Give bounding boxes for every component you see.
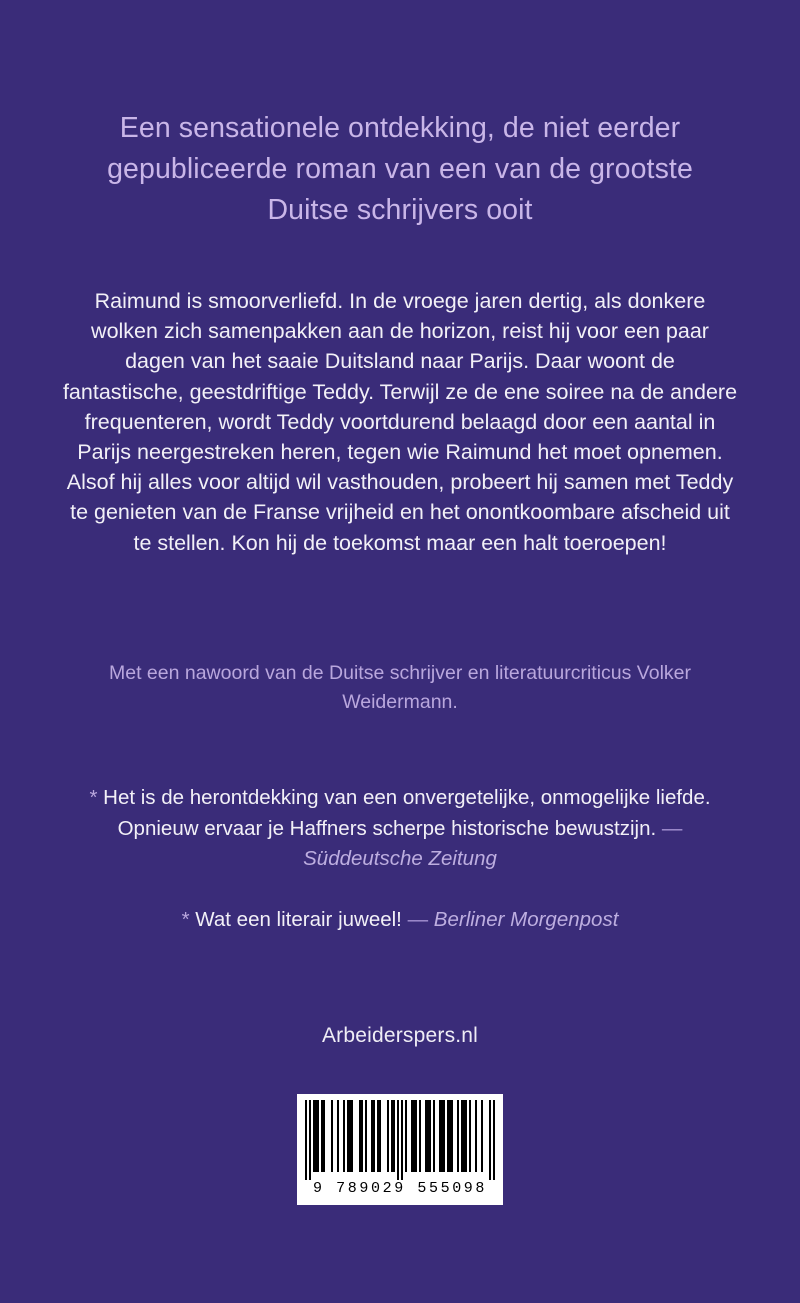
review-quotes	[62, 783, 738, 935]
review-dash: —	[661, 816, 683, 840]
headline-tagline: Een sensationele ontdekking, de niet eerder gepubliceerde roman van een van de grootste Duitse schrijvers ooit	[107, 112, 693, 226]
review-quote	[62, 783, 738, 875]
review-marker-icon: *	[181, 907, 190, 931]
barcode	[297, 1094, 503, 1205]
publisher-website[interactable]: Arbeiderspers.nl	[321, 1024, 479, 1047]
review-quote-text: Wat een literair juweel!	[195, 907, 402, 931]
review-marker-icon: *	[89, 786, 98, 809]
afterword-note: Met een nawoord van de Duitse schrijver en literatuurcriticus Volker Weidermann.	[108, 662, 692, 713]
barcode-bars	[305, 1100, 495, 1180]
review-quote	[62, 905, 738, 936]
blurb-text: Raimund is smoorverliefd. In de vroege jaren dertig, als donkere wolken zich samenpakken aan de horizon, reist hij voor een paar dagen van het saaie Duitsland naar Parijs. Daar woont de fantastische, geestdriftige Teddy. Terwijl ze de ene soiree na de andere frequenteren, wordt Teddy voortdurend belaagd door een aantal in Parijs neergestreken heren, tegen wie Raimund het moet opnemen. Alsof hij alles voor altijd wil vasthouden, probeert hij samen met Teddy te genieten van de Franse vrijheid en het onontkoombare afscheid uit te stellen. Kon hij de toekomst maar een halt toeroepen!	[62, 289, 738, 555]
review-source: Süddeutsche Zeitung	[303, 847, 497, 870]
barcode-digits: 9 789029 555098	[312, 1180, 488, 1197]
review-dash: —	[407, 907, 429, 931]
review-quote-text: Het is de herontdekking van een onvergetelijke, onmogelijke liefde. Opnieuw ervaar je Haffners scherpe historische bewustzijn.	[103, 786, 711, 840]
review-source: Berliner Morgenpost	[433, 907, 619, 931]
